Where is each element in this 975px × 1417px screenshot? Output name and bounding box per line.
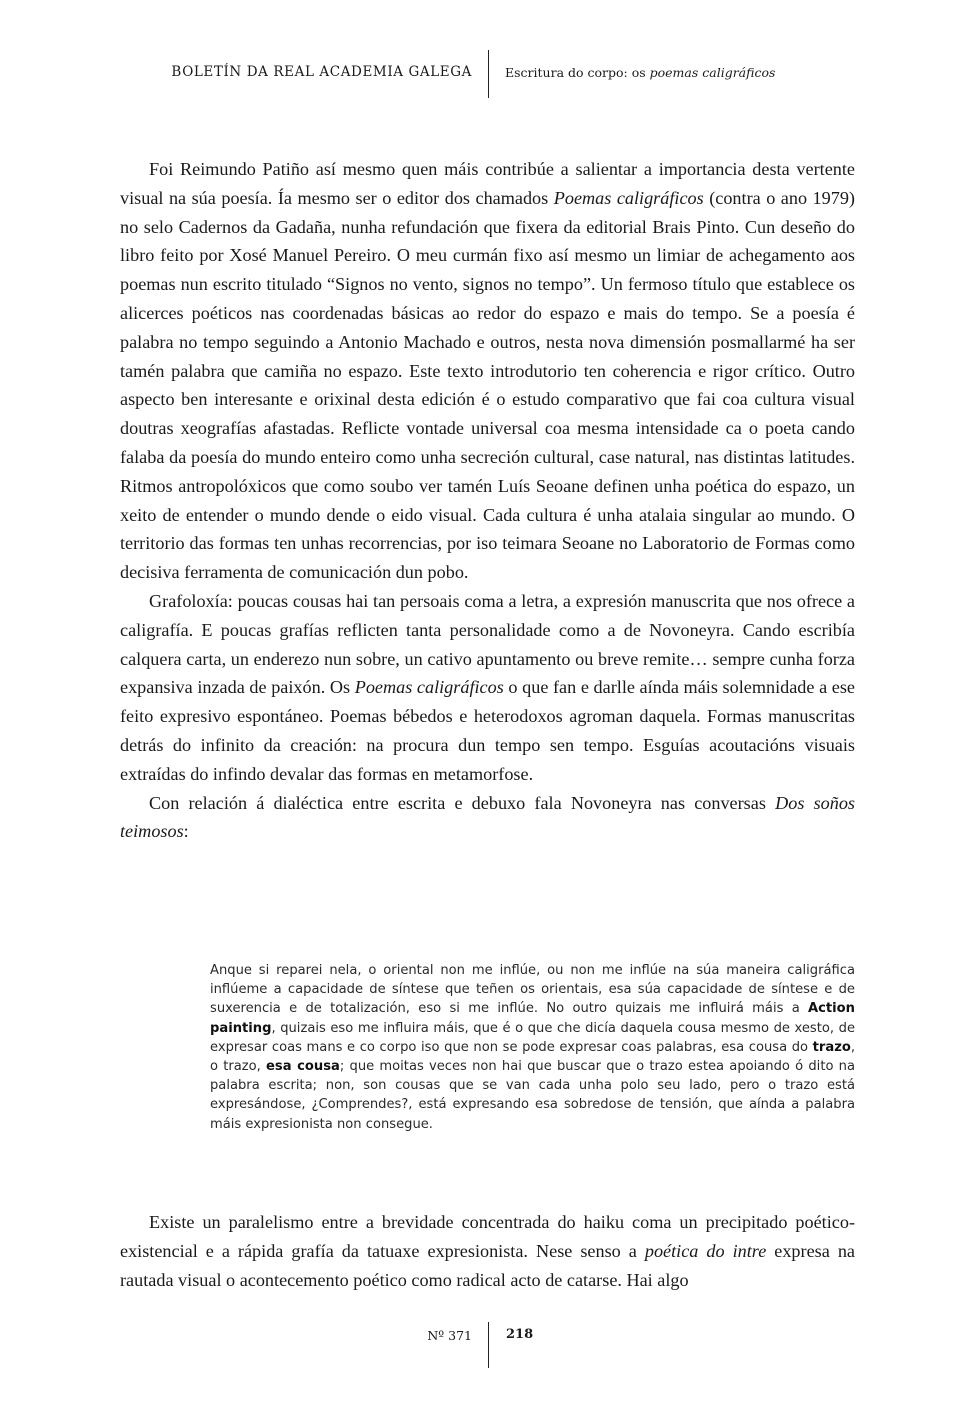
p4-text-c: expresa na rautada visual o acontecemento poético como radical acto de catarse. Hai algo xyxy=(120,1241,855,1290)
article-title xyxy=(505,65,775,80)
paragraph-3 xyxy=(120,789,855,847)
page-number: 218 xyxy=(506,1327,534,1342)
footer-divider xyxy=(488,1322,489,1368)
article-title-prefix: Escritura do corpo: os xyxy=(505,65,650,80)
main-text xyxy=(120,155,855,846)
p1-italic: Poemas caligráficos xyxy=(553,187,704,208)
article-title-italic: poemas caligráficos xyxy=(649,65,776,80)
quote-bold-2: trazo xyxy=(812,1039,851,1055)
p3-italic: Dos soños teimosos xyxy=(120,792,856,842)
p1-text-a: Foi Reimundo Patiño así mesmo quen máis contribúe a salientar a importancia desta vertente visual na súa poesía. Ía mesmo ser o editor dos chamados xyxy=(120,159,855,208)
quote-text-3: , o trazo, xyxy=(210,1039,855,1075)
journal-title: BOLETÍN DA REAL ACADEMIA GALEGA xyxy=(171,64,472,80)
p4-text-a: Existe un paralelismo entre a brevidade concentrada do haiku coma un precipitado poético-existencial e a rápida grafía da tatuaxe expresionista. Nese senso a xyxy=(120,1212,855,1261)
paragraph-2 xyxy=(120,587,855,789)
paragraph-4 xyxy=(120,1208,855,1295)
quote-bold-1: Action painting xyxy=(210,1001,855,1036)
closing-text xyxy=(120,1208,855,1295)
quote-bold-3: esa cousa xyxy=(266,1059,340,1075)
block-quote xyxy=(210,961,855,1134)
p2-text-a: Grafoloxía: poucas cousas hai tan persoais coma a letra, a expresión manuscrita que nos ofrece a caligrafía. E poucas grafías reflicten tanta personalidade como a de Novoneyra. Cando escribía calquera carta, un enderezo nun sobre, un cativo apuntamento ou breve remite… sempre cunha forza expansiva inzada de paixón. Os xyxy=(120,590,855,698)
paragraph-1 xyxy=(120,155,855,587)
running-header xyxy=(0,50,975,100)
p3-text-c: : xyxy=(183,821,189,842)
quote-text-1: Anque si reparei nela, o oriental non me inflúe, ou non me inflúe na súa maneira caligráfica inflúeme a capacidade de síntese que teñen os orientais, esa súa capacidade de síntese e de suxerencia e de totalización, eso si me inflúe. No outro quizais me influirá máis a xyxy=(210,963,855,1017)
issue-number: Nº 371 xyxy=(427,1328,472,1343)
p3-text-a: Con relación á dialéctica entre escrita e debuxo fala Novoneyra nas conversas xyxy=(149,792,776,813)
page-footer xyxy=(0,1322,975,1372)
p1-text-c: (contra o ano 1979) no selo Cadernos da Gadaña, nunha refundación que fixera da editorial Brais Pinto. Cun deseño do libro feito por Xosé Manuel Pereiro. O meu curmán fixo así mesmo un limiar de achegamento aos poemas nun escrito titulado “Signos no vento, signos no tempo”. Un fermoso título que establece os alicerces poéticos nas coordenadas básicas ao redor do espazo e mais do tempo. Se a poesía é palabra no tempo seguindo a Antonio Machado e outros, nesta nova dimensión posmallarmé ha ser tamén palabra que camiña no espazo. Este texto introdutorio ten coherencia e rigor crítico. Outro aspecto ben interesante e orixinal desta edición é o estudo comparativo que fai coa cultura visual doutras xeografías afastadas. Reflicte vontade universal coa mesma intensidade ca o poeta cando falaba da poesía do mundo enteiro como unha secreción cultural, case natural, nas distintas latitudes. Ritmos antropolóxicos que como soubo ver tamén Luís Seoane definen unha poética do espazo, un xeito de entender o mundo dende o eido visual. Cada cultura é unha atalaia singular ao mundo. O territorio das formas ten unhas recorrencias, por iso teimara Seoane no Laboratorio de Formas como decisiva ferramenta de comunicación dun pobo. xyxy=(120,187,855,583)
p2-text-c: o que fan e darlle aínda máis solemnidade a ese feito expresivo espontáneo. Poemas bébedos e heterodoxos agroman daquela. Formas manuscritas detrás do infinito da creación: na procura dun tempo sen tempo. Esguías acoutacións visuais extraídas do infindo devalar das formas en metamorfose. xyxy=(120,677,855,784)
quote-text-2: , quizais eso me influira máis, que é o que che dicía daquela cousa mesmo de xesto, de expresar coas mans e co corpo iso que non se pode expresar coas palabras, esa cousa do xyxy=(210,1020,855,1055)
p2-italic: Poemas caligráficos xyxy=(354,677,504,698)
p4-italic: poética do intre xyxy=(644,1241,767,1261)
quote-text-4: ; que moitas veces non hai que buscar que o trazo estea apoiando ó dito na palabra escrita; non, son cousas que se van cada unha polo seu lado, pero o trazo está expresándose, ¿Comprendes?, está expresando esa sobredose de tensión, que aínda a palabra máis expresionista non consegue. xyxy=(210,1059,856,1132)
header-divider xyxy=(488,50,489,98)
